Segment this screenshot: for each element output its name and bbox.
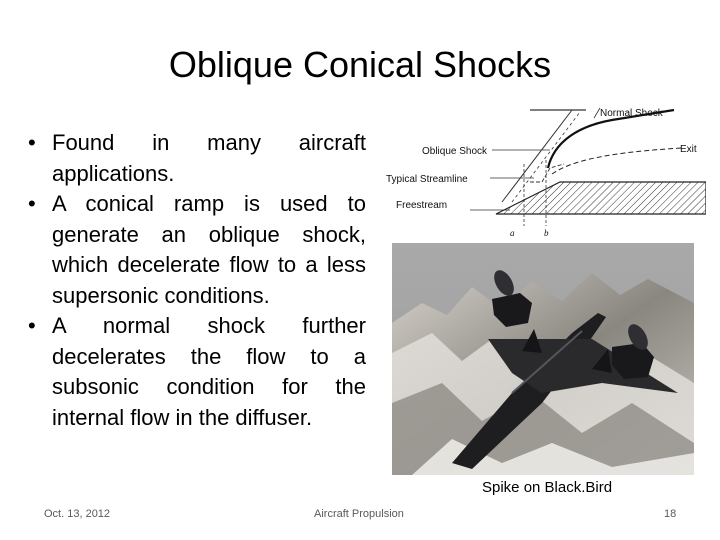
typical-streamline-label: Typical Streamline bbox=[386, 174, 468, 185]
internal-streamline bbox=[552, 148, 682, 174]
exit-label: Exit bbox=[680, 144, 697, 155]
bullet-item bbox=[26, 311, 366, 433]
shock-diagram bbox=[382, 102, 706, 240]
freestream-label: Freestream bbox=[396, 200, 448, 211]
bullet-text: A normal shock further decelerates the flow to a subsonic condition for the internal flow in the diffuser. bbox=[52, 313, 366, 430]
bullet-item bbox=[26, 128, 366, 189]
bullet-text: A conical ramp is used to generate an oblique shock, which decelerate flow to a less supersonic conditions. bbox=[52, 191, 366, 308]
typical-streamline bbox=[530, 164, 564, 182]
bullet-glyph: • bbox=[28, 313, 36, 338]
station-a-label: a bbox=[510, 228, 515, 238]
normal-shock-label: Normal Shock bbox=[600, 108, 663, 119]
conical-ramp bbox=[496, 182, 706, 214]
figure-caption: Spike on Black.Bird bbox=[482, 479, 613, 496]
bullet-list bbox=[26, 128, 366, 433]
oblique-shock-label: Oblique Shock bbox=[422, 146, 488, 157]
footer-date: Oct. 13, 2012 bbox=[44, 508, 111, 520]
bullet-glyph: • bbox=[28, 130, 36, 155]
blackbird-photo bbox=[392, 243, 694, 475]
slide-title: Oblique Conical Shocks bbox=[168, 44, 552, 85]
footer-title: Aircraft Propulsion bbox=[314, 508, 404, 520]
bullet-glyph: • bbox=[28, 191, 36, 216]
page-number: 18 bbox=[664, 508, 677, 520]
station-b-label: b bbox=[544, 228, 549, 238]
bullet-item bbox=[26, 189, 366, 311]
bullet-text: Found in many aircraft applications. bbox=[52, 130, 366, 186]
